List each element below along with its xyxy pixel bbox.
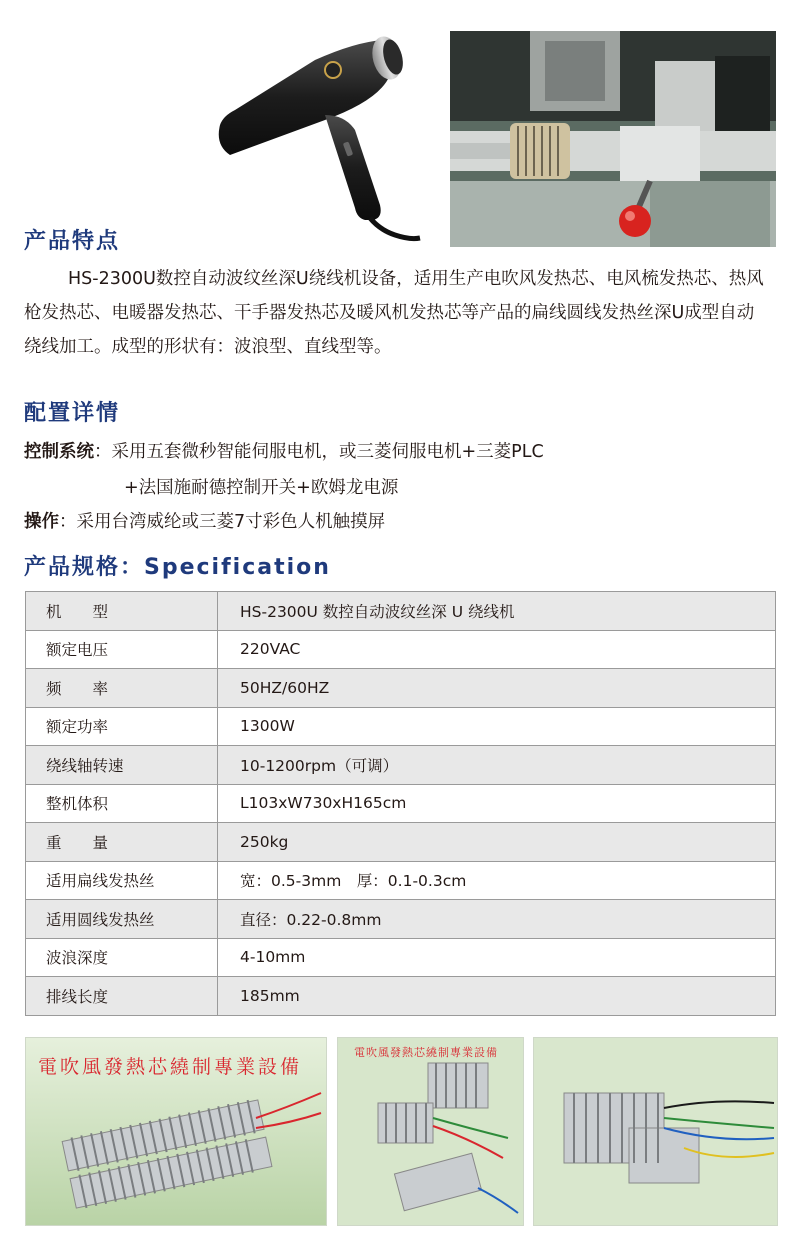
hair-dryer-image bbox=[205, 30, 435, 245]
control-system-label: 控制系统 bbox=[24, 442, 94, 462]
spec-value: 185mm bbox=[218, 977, 776, 1016]
photo-caption-1: 電吹風發熱芯繞制專業設備 bbox=[38, 1056, 303, 1078]
spec-key: 额定功率 bbox=[26, 707, 218, 746]
operation-line bbox=[24, 508, 385, 533]
table-row bbox=[26, 707, 776, 746]
spec-value: 250kg bbox=[218, 823, 776, 862]
table-row bbox=[26, 630, 776, 669]
operation-text: ：采用台湾威纶或三菱7寸彩色人机触摸屏 bbox=[59, 512, 386, 532]
table-row bbox=[26, 900, 776, 939]
photo-caption-2: 電吹風發熱芯繞制專業設備 bbox=[354, 1046, 498, 1059]
table-row bbox=[26, 746, 776, 785]
spec-key: 额定电压 bbox=[26, 630, 218, 669]
control-system-line bbox=[24, 438, 544, 463]
table-row bbox=[26, 938, 776, 977]
spec-key: 适用扁线发热丝 bbox=[26, 861, 218, 900]
spec-key: 波浪深度 bbox=[26, 938, 218, 977]
table-row bbox=[26, 784, 776, 823]
table-row bbox=[26, 669, 776, 708]
spec-value: 1300W bbox=[218, 707, 776, 746]
table-row bbox=[26, 823, 776, 862]
features-text: HS-2300U数控自动波纹丝深U绕线机设备，适用生产电吹风发热芯、电风梳发热芯、热风枪发热芯、电暖器发热芯、干手器发热芯及暖风机发热芯等产品的扁线圆线发热丝深U成型自动绕线加工。成型的形状有：波浪型、直线型等。 bbox=[24, 269, 764, 357]
features-paragraph bbox=[24, 262, 769, 364]
spec-value: 直径：0.22-0.8mm bbox=[218, 900, 776, 939]
spec-key: 机 型 bbox=[26, 592, 218, 631]
spec-key: 排线长度 bbox=[26, 977, 218, 1016]
spec-value: L103xW730xH165cm bbox=[218, 784, 776, 823]
spec-value: 50HZ/60HZ bbox=[218, 669, 776, 708]
winding-machine-photo bbox=[450, 31, 776, 247]
spec-heading: 产品规格：Specification bbox=[24, 555, 331, 580]
spec-value: 10-1200rpm（可调） bbox=[218, 746, 776, 785]
spec-value: 4-10mm bbox=[218, 938, 776, 977]
control-system-text: ：采用五套微秒智能伺服电机，或三菱伺服电机+三菱PLC bbox=[94, 442, 544, 462]
spec-table bbox=[25, 591, 776, 1016]
table-row bbox=[26, 977, 776, 1016]
spec-value: HS-2300U 数控自动波纹丝深 U 绕线机 bbox=[218, 592, 776, 631]
heating-element-photo-2 bbox=[337, 1037, 524, 1226]
operation-label: 操作 bbox=[24, 512, 59, 532]
heating-element-photo-3 bbox=[533, 1037, 778, 1226]
spec-key: 频 率 bbox=[26, 669, 218, 708]
table-row bbox=[26, 861, 776, 900]
spec-key: 重 量 bbox=[26, 823, 218, 862]
spec-key: 绕线轴转速 bbox=[26, 746, 218, 785]
spec-key: 适用圆线发热丝 bbox=[26, 900, 218, 939]
features-heading: 产品特点 bbox=[24, 229, 121, 254]
table-row bbox=[26, 592, 776, 631]
heating-element-photo-1 bbox=[25, 1037, 327, 1226]
config-heading: 配置详情 bbox=[24, 401, 121, 426]
spec-value: 220VAC bbox=[218, 630, 776, 669]
control-system-line2: +法国施耐德控制开关+欧姆龙电源 bbox=[124, 478, 399, 498]
spec-key: 整机体积 bbox=[26, 784, 218, 823]
spec-value: 宽：0.5-3mm 厚：0.1-0.3cm bbox=[218, 861, 776, 900]
